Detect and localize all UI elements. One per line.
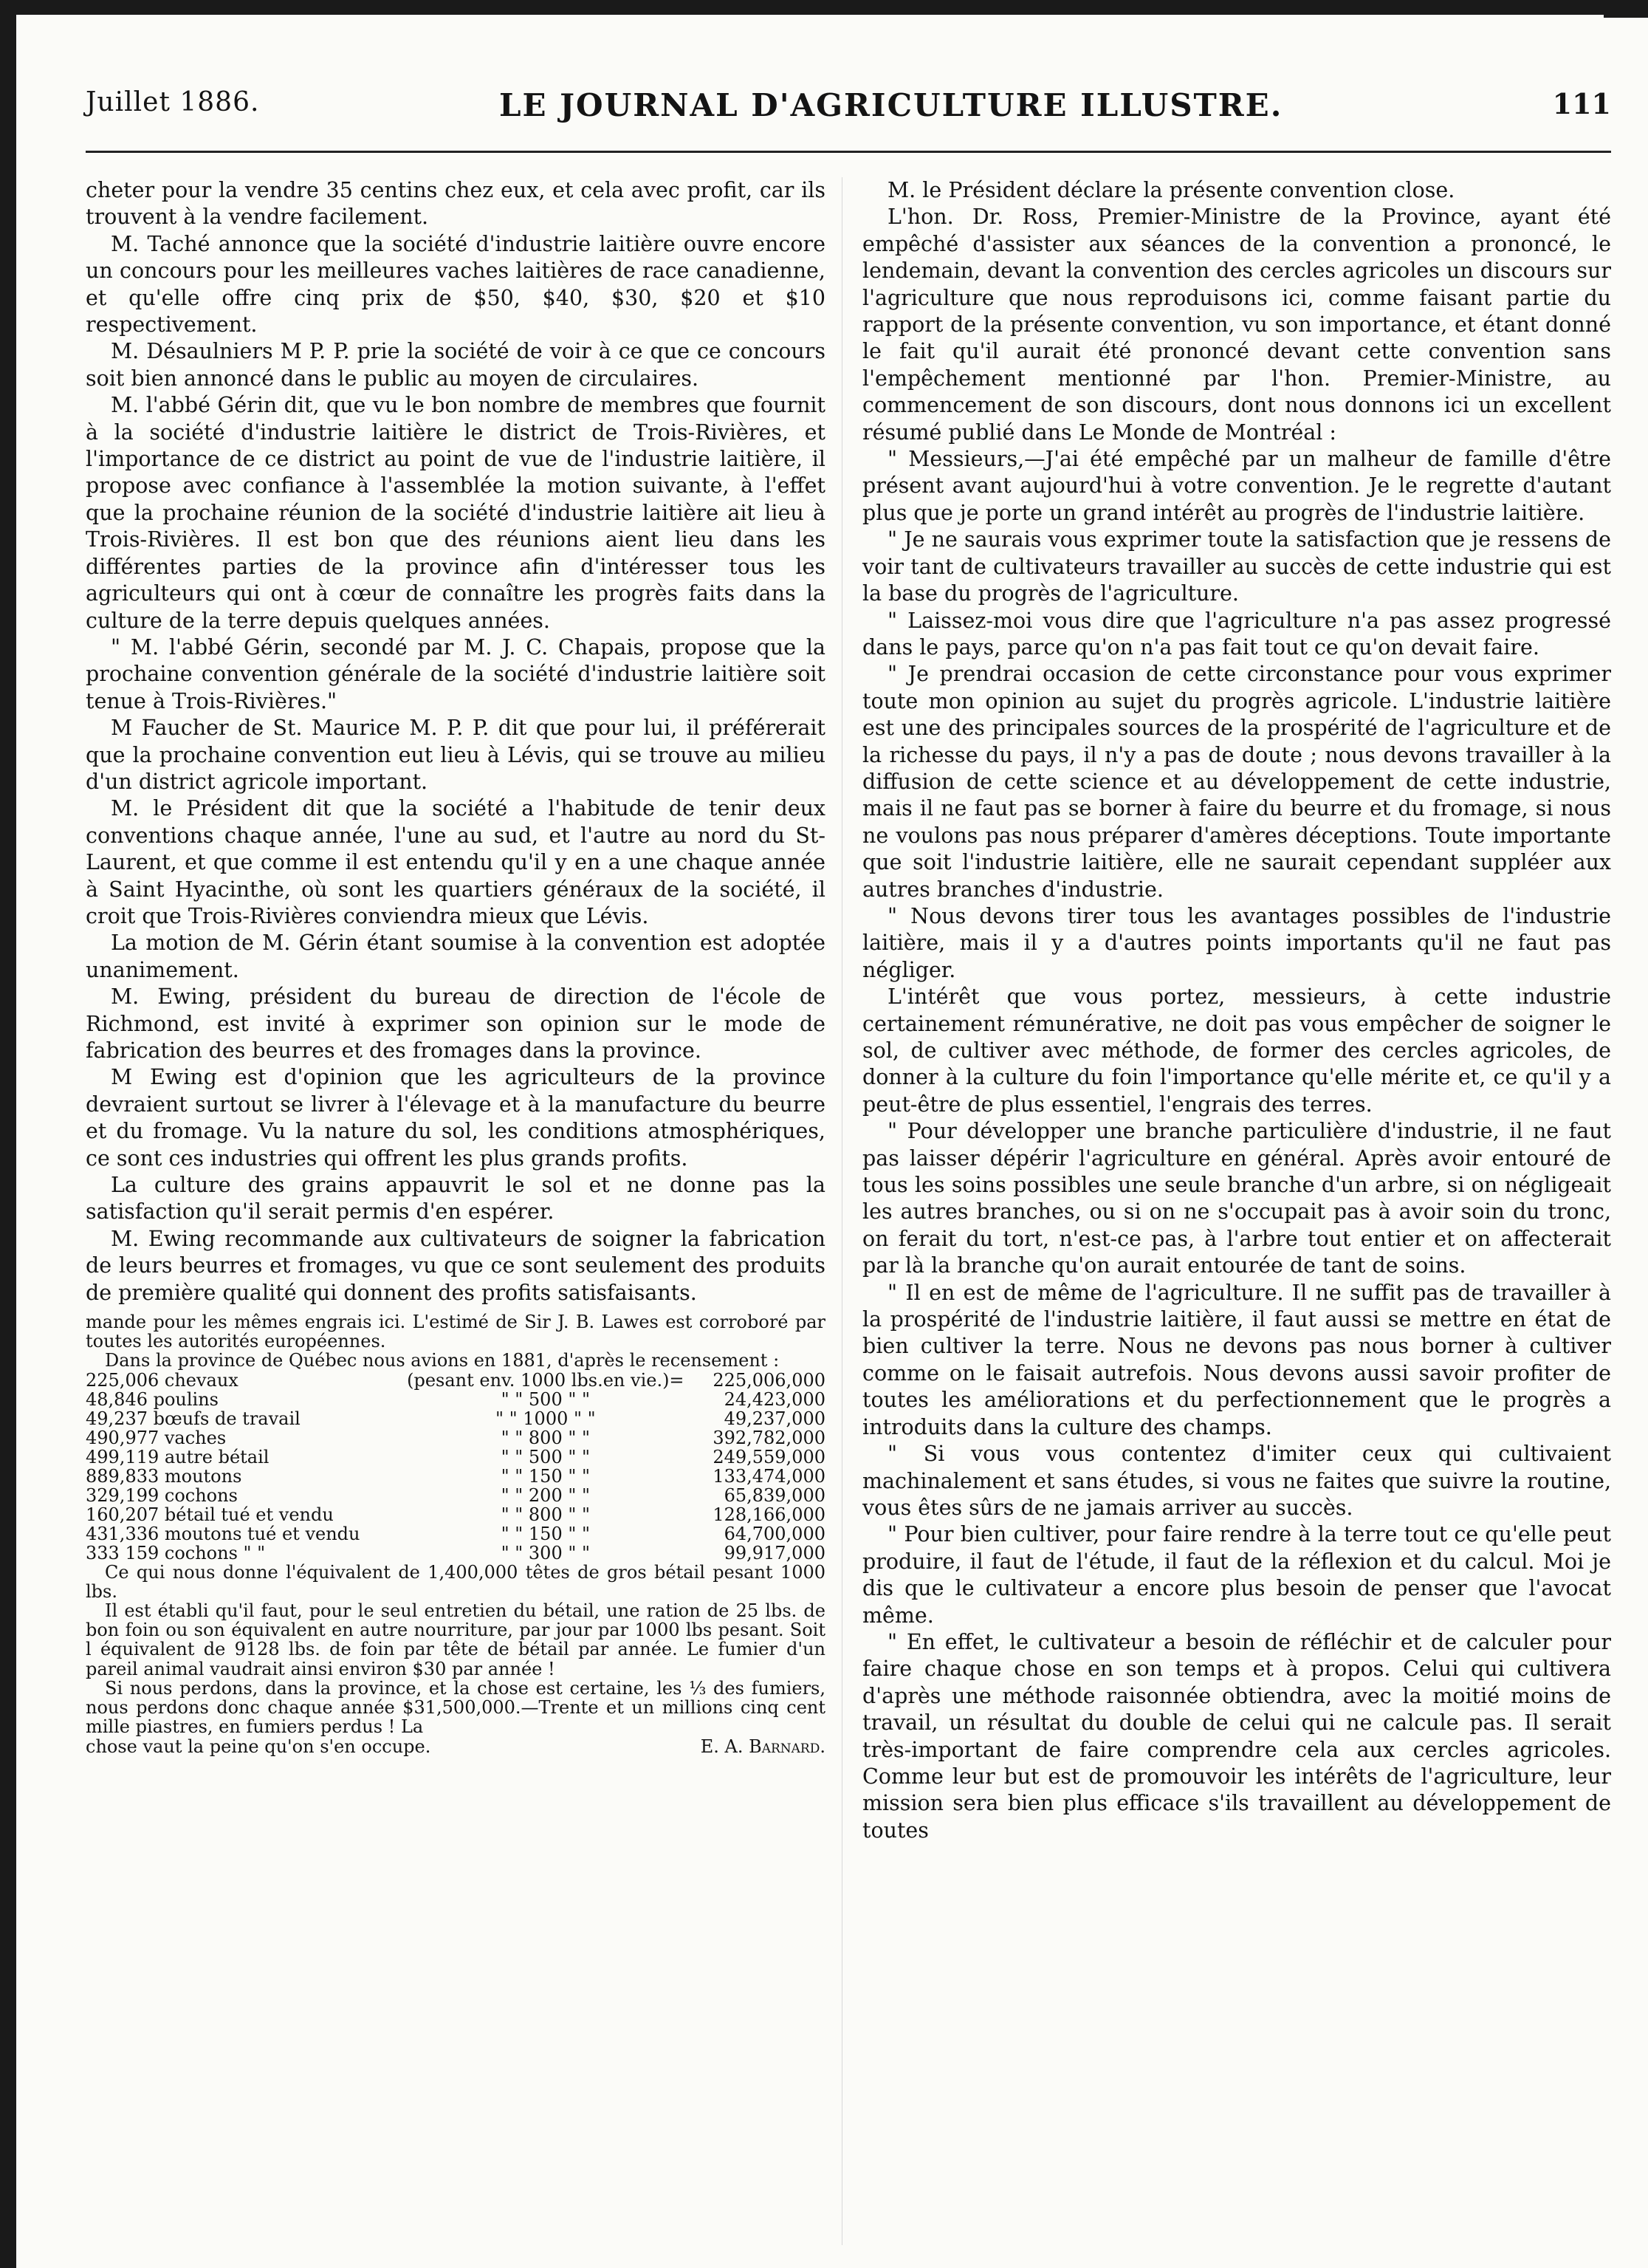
journal-title: LE JOURNAL D'AGRICULTURE ILLUSTRE. — [499, 87, 1283, 123]
row-weight: " " 500 " " — [501, 1388, 591, 1410]
header-date: Juillet 1886. — [86, 87, 260, 117]
row-weight: " " 300 " " — [501, 1542, 591, 1563]
row-label: 490,977 vaches — [86, 1427, 227, 1448]
table-row — [86, 1486, 825, 1505]
paragraph: M. Ewing recommande aux cultivateurs de soigner la fabrication de leurs beurres et fromages, vu que ce sont seulement des produits de première qualité qui donnent des profits satisfaisants. — [86, 1226, 825, 1305]
footnote — [86, 1312, 825, 1756]
page-header — [86, 87, 1611, 131]
row-label: 329,199 cochons — [86, 1484, 238, 1506]
row-label: 499,119 autre bétail — [86, 1446, 269, 1467]
scan-edge-top — [0, 0, 1648, 15]
row-label: 160,207 bétail tué et vendu — [86, 1504, 334, 1525]
paragraph: " Pour développer une branche particulière d'industrie, il ne faut pas laisser dépérir l'agriculture en général. Après avoir entouré de tous les soins possibles une seule branche d'un arbre, si on négligeait les autres branches, ou si on ne s'occupait pas à avoir soin du tronc, on ferait du tort, n'est-ce pas, à l'arbre tout entier et on affecterait par là la branche qu'on aurait entourée de tant de soins. — [862, 1119, 1611, 1278]
author-signature: E. A. Barnard. — [700, 1736, 825, 1757]
row-weight: " " 500 " " — [501, 1446, 591, 1467]
table-row — [86, 1524, 825, 1544]
paragraph: M Ewing est d'opinion que les agriculteurs de la province devraient surtout se livrer à l'élevage et à la manufacture du beurre et du fromage. Vu la nature du sol, les conditions atmosphériques, ce sont ces industries qui offrent les plus grands profits. — [86, 1065, 825, 1171]
note-paragraph: Dans la province de Québec nous avions en 1881, d'après le recensement : — [105, 1350, 780, 1371]
table-row — [86, 1409, 825, 1428]
row-value: 133,474,000 — [713, 1465, 825, 1487]
paragraph: M Faucher de St. Maurice M. P. P. dit que pour lui, il préférerait que la prochaine convention eut lieu à Lévis, qui se trouve au milieu d'un district agricole important. — [86, 716, 825, 794]
row-value: 99,917,000 — [724, 1542, 825, 1563]
paragraph: cheter pour la vendre 35 centins chez eux, et cela avec profit, car ils trouvent à la vendre facilement. — [86, 178, 825, 230]
row-label: 431,336 moutons tué et vendu — [86, 1523, 360, 1544]
note-closing-line — [86, 1737, 825, 1756]
row-weight: " " 150 " " — [501, 1465, 591, 1487]
row-weight: " " 800 " " — [501, 1427, 591, 1448]
paragraph: M. Ewing, président du bureau de direction de l'école de Richmond, est invité à exprimer son opinion sur le mode de fabrication des beurres et des fromages dans la province. — [86, 984, 825, 1063]
paragraph: M. le Président déclare la présente convention close. — [887, 178, 1455, 202]
note-paragraph: Si nous perdons, dans la province, et la chose est certaine, les ⅓ des fumiers, nous perdons donc chaque année $31,500,000.—Trente et un millions cinq cent mille piastres, en fumiers perdus ! La — [86, 1677, 825, 1738]
table-row — [86, 1505, 825, 1524]
row-value: 49,237,000 — [724, 1408, 825, 1429]
paragraph: " Je prendrai occasion de cette circonstance pour vous exprimer toute mon opinion au sujet du progrès agricole. L'industrie laitière est une des principales sources de la prospérité de l'agriculture et de la richesse du pays, il n'y a pas de doute ; nous devons travailler à la diffusion de cette science et au développement de cette industrie, mais il ne faut pas se borner à faire du beurre et du fromage, si nous ne voulons pas nous préparer d'amères déceptions. Toute importante que soit l'industrie laitière, elle ne saurait cependant suppléer aux autres branches d'industrie. — [862, 662, 1611, 902]
row-value: 128,166,000 — [713, 1504, 825, 1525]
paragraph: M. l'abbé Gérin dit, que vu le bon nombre de membres que fournit à la société d'industrie laitière le district de Trois-Rivières, et l'importance de ce district au point de vue de l'industrie laitière, il propose avec confiance à l'assemblée la motion suivante, à l'effet que la prochaine réunion de la société d'industrie laitière ait lieu à Trois-Rivières. Il est bon que des réunions aient lieu dans les différentes parties de la province afin d'intéresser tous les agriculteurs qui ont à cœur de connaître les progrès faits dans la culture de la terre depuis quelques années. — [86, 393, 825, 633]
table-row — [86, 1371, 825, 1390]
paragraph: L'intérêt que vous portez, messieurs, à cette industrie certainement rémunérative, ne doit pas vous empêcher de soigner le sol, de cultiver avec méthode, de former des cercles agricoles, de donner à la culture du foin l'importance qu'elle mérite et, ce qu'il y a peut-être de plus essentiel, l'engrais des terres. — [862, 984, 1611, 1117]
paragraph: " M. l'abbé Gérin, secondé par M. J. C. Chapais, propose que la prochaine convention générale de la société d'industrie laitière soit tenue à Trois-Rivières." — [86, 634, 825, 713]
row-value: 64,700,000 — [724, 1523, 825, 1544]
row-value: 249,559,000 — [713, 1446, 825, 1467]
paragraph: L'hon. Dr. Ross, Premier-Ministre de la Province, ayant été empêché d'assister aux séances de la convention a prononcé, le lendemain, devant la convention des cercles agricoles un discours sur l'agriculture que nous reproduisons ici, comme faisant partie du rapport de la présente convention, vu son importance, et étant donné le fait qu'il aurait été prononcé devant cette convention sans l'empêchement mentionné par l'hon. Premier-Ministre, au commencement de son discours, dont nous donnons ici un excellent résumé publié dans Le Monde de Montréal : — [862, 205, 1612, 445]
row-value: 24,423,000 — [724, 1388, 825, 1410]
closing-text: chose vaut la peine qu'on s'en occupe. — [86, 1736, 431, 1757]
paragraph: " Pour bien cultiver, pour faire rendre à la terre tout ce qu'elle peut produire, il faut de l'étude, il faut de la réflexion et du calcul. Moi je dis que le cultivateur a encore plus besoin de penser que l'avocat même. — [862, 1522, 1611, 1628]
header-rule — [86, 151, 1611, 153]
paragraph: M. Désaulniers M P. P. prie la société de voir à ce que ce concours soit bien annoncé dans le public au moyen de circulaires. — [86, 339, 825, 391]
paragraph: " Si vous vous contentez d'imiter ceux qui cultivaient machinalement et sans études, si vous ne faites que suivre la routine, vous êtes sûrs de ne jamais arriver au succès. — [862, 1442, 1611, 1520]
left-column — [86, 177, 825, 1756]
paragraph: " Laissez-moi vous dire que l'agriculture n'a pas assez progressé dans le pays, parce qu'on n'a pas fait tout ce qu'on devait faire. — [862, 608, 1611, 659]
scan-edge-right — [1604, 0, 1648, 18]
table-row — [86, 1448, 825, 1467]
row-weight: " " 200 " " — [501, 1484, 591, 1506]
note-paragraph: Ce qui nous donne l'équivalent de 1,400,000 têtes de gros bétail pesant 1000 lbs. — [86, 1561, 825, 1602]
paragraph: " Messieurs,—J'ai été empêché par un malheur de famille d'être présent avant aujourd'hui à votre convention. Je le regrette d'autant plus que je porte un grand intérêt au progrès de l'industrie laitière. — [862, 447, 1611, 525]
row-weight: " " 150 " " — [501, 1523, 591, 1544]
paragraph: La culture des grains appauvrit le sol et ne donne pas la satisfaction qu'il serait permis d'en espérer. — [86, 1173, 825, 1224]
row-weight: " " 1000 " " — [495, 1408, 596, 1429]
page-number: 111 — [1552, 87, 1611, 120]
paragraph: " Je ne saurais vous exprimer toute la satisfaction que je ressens de voir tant de cultivateurs travailler au succès de cette industrie qui est la base du progrès de l'agriculture. — [862, 527, 1611, 606]
scan-edge-left — [0, 0, 16, 2268]
paragraph: M. Taché annonce que la société d'industrie laitière ouvre encore un concours pour les meilleures vaches laitières de race canadienne, et qu'elle offre cinq prix de $50, $40, $30, $20 et $10 respectivement. — [86, 231, 825, 338]
paragraph: " Il en est de même de l'agriculture. Il ne suffit pas de travailler à la prospérité de l'industrie laitière, il faut aussi se mettre en état de bien cultiver la terre. Nous ne devons pas nous borner à cultiver comme on le faisait autrefois. Nous devons aussi savoir profiter de toutes les améliorations et du perfectionnement que le progrès a introduits dans la culture des champs. — [862, 1280, 1611, 1439]
row-label: 889,833 moutons — [86, 1465, 242, 1487]
livestock-table — [86, 1371, 825, 1563]
note-paragraph: mande pour les mêmes engrais ici. L'estimé de Sir J. B. Lawes est corroboré par toutes les autorités européennes. — [86, 1312, 825, 1352]
row-label: 49,237 bœufs de travail — [86, 1408, 301, 1429]
paragraph: M. le Président dit que la société a l'habitude de tenir deux conventions chaque année, l'une au sud, et l'autre au nord du St-Laurent, et que comme il est entendu qu'il y en a une chaque année à Saint Hyacinthe, où sont les quartiers généraux de la société, il croit que Trois-Rivières conviendra mieux que Lévis. — [86, 796, 825, 928]
row-label: 225,006 chevaux — [86, 1369, 238, 1391]
row-label: 333 159 cochons " " — [86, 1542, 266, 1563]
row-value: 392,782,000 — [713, 1427, 825, 1448]
row-label: 48,846 poulins — [86, 1388, 219, 1410]
table-row — [86, 1467, 825, 1486]
row-value: 65,839,000 — [724, 1484, 825, 1506]
paragraph: La motion de M. Gérin étant soumise à la convention est adoptée unanimement. — [86, 931, 825, 982]
note-paragraph: Il est établi qu'il faut, pour le seul entretien du bétail, une ration de 25 lbs. de bon foin ou son équivalent en autre nourriture, par jour par 1000 lbs pesant. Soit l équivalent de 9128 lbs. de foin par tête de bétail par année. Le fumier d'un pareil animal vaudrait ainsi environ $30 par année ! — [86, 1600, 825, 1679]
row-value: 225,006,000 — [713, 1369, 825, 1391]
table-row — [86, 1390, 825, 1409]
row-weight: " " 800 " " — [501, 1504, 591, 1525]
right-column — [862, 177, 1611, 1844]
paragraph: " En effet, le cultivateur a besoin de réfléchir et de calculer pour faire chaque chose en son temps et à propos. Celui qui cultivera d'après une méthode raisonnée obtiendra, avec la moitié moins de travail, un résultat du double de celui qui ne calcule pas. Il serait très-important de faire comprendre cela aux cercles agricoles. Comme leur but est de promouvoir les intérêts de l'agriculture, leur mission sera bien plus efficace s'ils travaillent au développement de toutes — [862, 1629, 1611, 1843]
row-weight: (pesant env. 1000 lbs.en vie.)= — [407, 1369, 684, 1391]
paragraph: " Nous devons tirer tous les avantages possibles de l'industrie laitière, mais il y a d'autres points importants qu'il ne faut pas négliger. — [862, 903, 1611, 982]
table-row — [86, 1428, 825, 1448]
table-row — [86, 1544, 825, 1563]
